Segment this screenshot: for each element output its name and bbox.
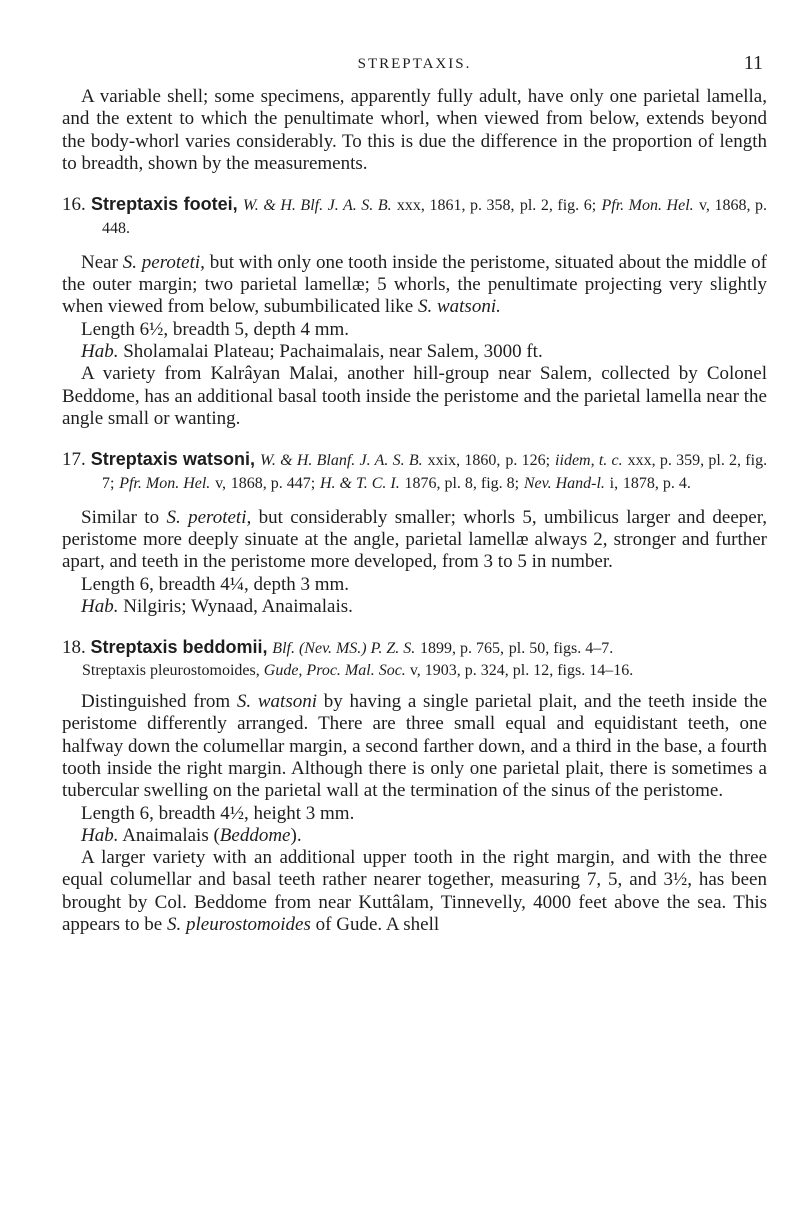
species-entry-beddomii xyxy=(62,636,767,936)
species-ref: S. peroteti, xyxy=(122,251,205,273)
intro-paragraph: A variable shell; some specimens, apparently fully adult, have only one parietal lamella, and the extent to which the penultimate whorl, when viewed from below, extends beyond the body-whorl varies considerably. To this is due the difference in the proportion of length to breadth, shown by the measurements. xyxy=(62,86,767,174)
citation: Pfr. Mon. Hel. xyxy=(601,197,694,215)
hab-label: Hab. xyxy=(81,824,119,846)
species-number: 18. xyxy=(62,637,86,659)
habitat: Hab. Nilgiris; Wynaad, Anaimalais. xyxy=(81,595,353,617)
running-head: STREPTAXIS. xyxy=(357,56,472,72)
species-description: Near S. peroteti, but with only one tooth inside the peristome, situated about the middle of the outer margin; two parietal lamellæ; 5 whorls, the penultimate projecting very slightly when viewed from below, subumbilicated like S. watsoni. xyxy=(62,251,767,318)
hab-label: Hab. xyxy=(81,340,119,362)
citation: v, 1868, p. 448. xyxy=(102,197,768,238)
citation: pl. 2, fig. 6; xyxy=(519,197,597,215)
habitat: Hab. Sholamalai Plateau; Pachaimalais, near Salem, 3000 ft. xyxy=(81,340,543,362)
species-name: Streptaxis watsoni, xyxy=(90,449,256,470)
species-heading xyxy=(62,193,767,241)
species-ref: S. watsoni xyxy=(236,691,318,713)
habitat: Hab. Anaimalais (Beddome). xyxy=(81,824,302,846)
species-number: 16. xyxy=(62,194,86,216)
measurements: Length 6, breadth 4¼, depth 3 mm. xyxy=(81,573,350,595)
species-description: Similar to S. peroteti, but considerably smaller; whorls 5, umbilicus larger and deeper, peristome more deeply sinuate at the angle, parietal lamellæ always 2, stronger and further apart, and teeth in the peristome more developed, from 3 to 5 in number. xyxy=(62,506,768,573)
species-heading: 17. Streptaxis watsoni, W. & H. Blanf. J. A. S. B. xxix, 1860, p. 126; iidem, t. c. xxx, p. 359, pl. 2, fig. 7; Pfr. Mon. Hel. v, 1868, p. 447; H. & T. C. I. 1876, pl. 8, fig. 8; Nev. Hand-l. i, 1878, p. 4. xyxy=(62,449,768,493)
synonym-reference: Streptaxis pleurostomoides, Gude, Proc. Mal. Soc. v, 1903, p. 324, pl. 12, figs. 14–16. xyxy=(82,661,634,679)
measurements: Length 6, breadth 4½, height 3 mm. xyxy=(81,802,355,824)
page-number: 11 xyxy=(743,52,763,74)
species-name: Streptaxis footei, xyxy=(91,194,238,215)
measurements: Length 6½, breadth 5, depth 4 mm. xyxy=(81,318,350,340)
citation: xxx, 1861, p. 358, xyxy=(396,197,515,215)
species-description: Distinguished from S. watsoni by having a single parietal plait, and the teeth inside the peristome differently arranged. There are three small equal and equidistant teeth, one halfway down the columellar margin, a second farther down, and a third in the base, a fourth tooth inside the right margin. Although there is only one parietal plait, there is sometimes a tubercular swelling on the parietal wall at the termination of the sinus of the peristome. xyxy=(62,691,768,802)
species-heading: 18. Streptaxis beddomii, Blf. (Nev. MS.) P. Z. S. 1899, p. 765, pl. 50, figs. 4–7. xyxy=(62,637,614,659)
page-header xyxy=(62,50,767,86)
species-ref: S. peroteti, xyxy=(166,506,252,528)
species-authority: W. & H. Blf. J. A. S. B. xyxy=(242,197,392,215)
variety-note: A variety from Kalrâyan Malai, another hill-group near Salem, collected by Colonel Beddome, has an additional basal tooth inside the peristome and the parietal lamella near the angle small or wanting. xyxy=(62,363,767,429)
hab-label: Hab. xyxy=(81,595,119,617)
page xyxy=(62,50,767,936)
species-authority: Blf. (Nev. MS.) P. Z. S. xyxy=(272,640,416,658)
species-entry-watsoni xyxy=(62,448,767,618)
species-ref: S. watsoni. xyxy=(417,296,501,318)
species-number: 17. xyxy=(62,449,86,471)
variety-note: A larger variety with an additional upper tooth in the right margin, and with the three equal columellar and basal teeth rather nearer together, measuring 7, 5, and 3½, has been brought by Col. Beddome from near Kuttâlam, Tinnevelly, 4000 feet above the sea. This appears to be S. pleurostomoides of Gude. A shell xyxy=(62,847,767,935)
species-name: Streptaxis beddomii, xyxy=(90,637,268,658)
species-entry-footei xyxy=(62,193,767,430)
species-authority: W. & H. Blanf. J. A. S. B. xyxy=(260,452,423,470)
